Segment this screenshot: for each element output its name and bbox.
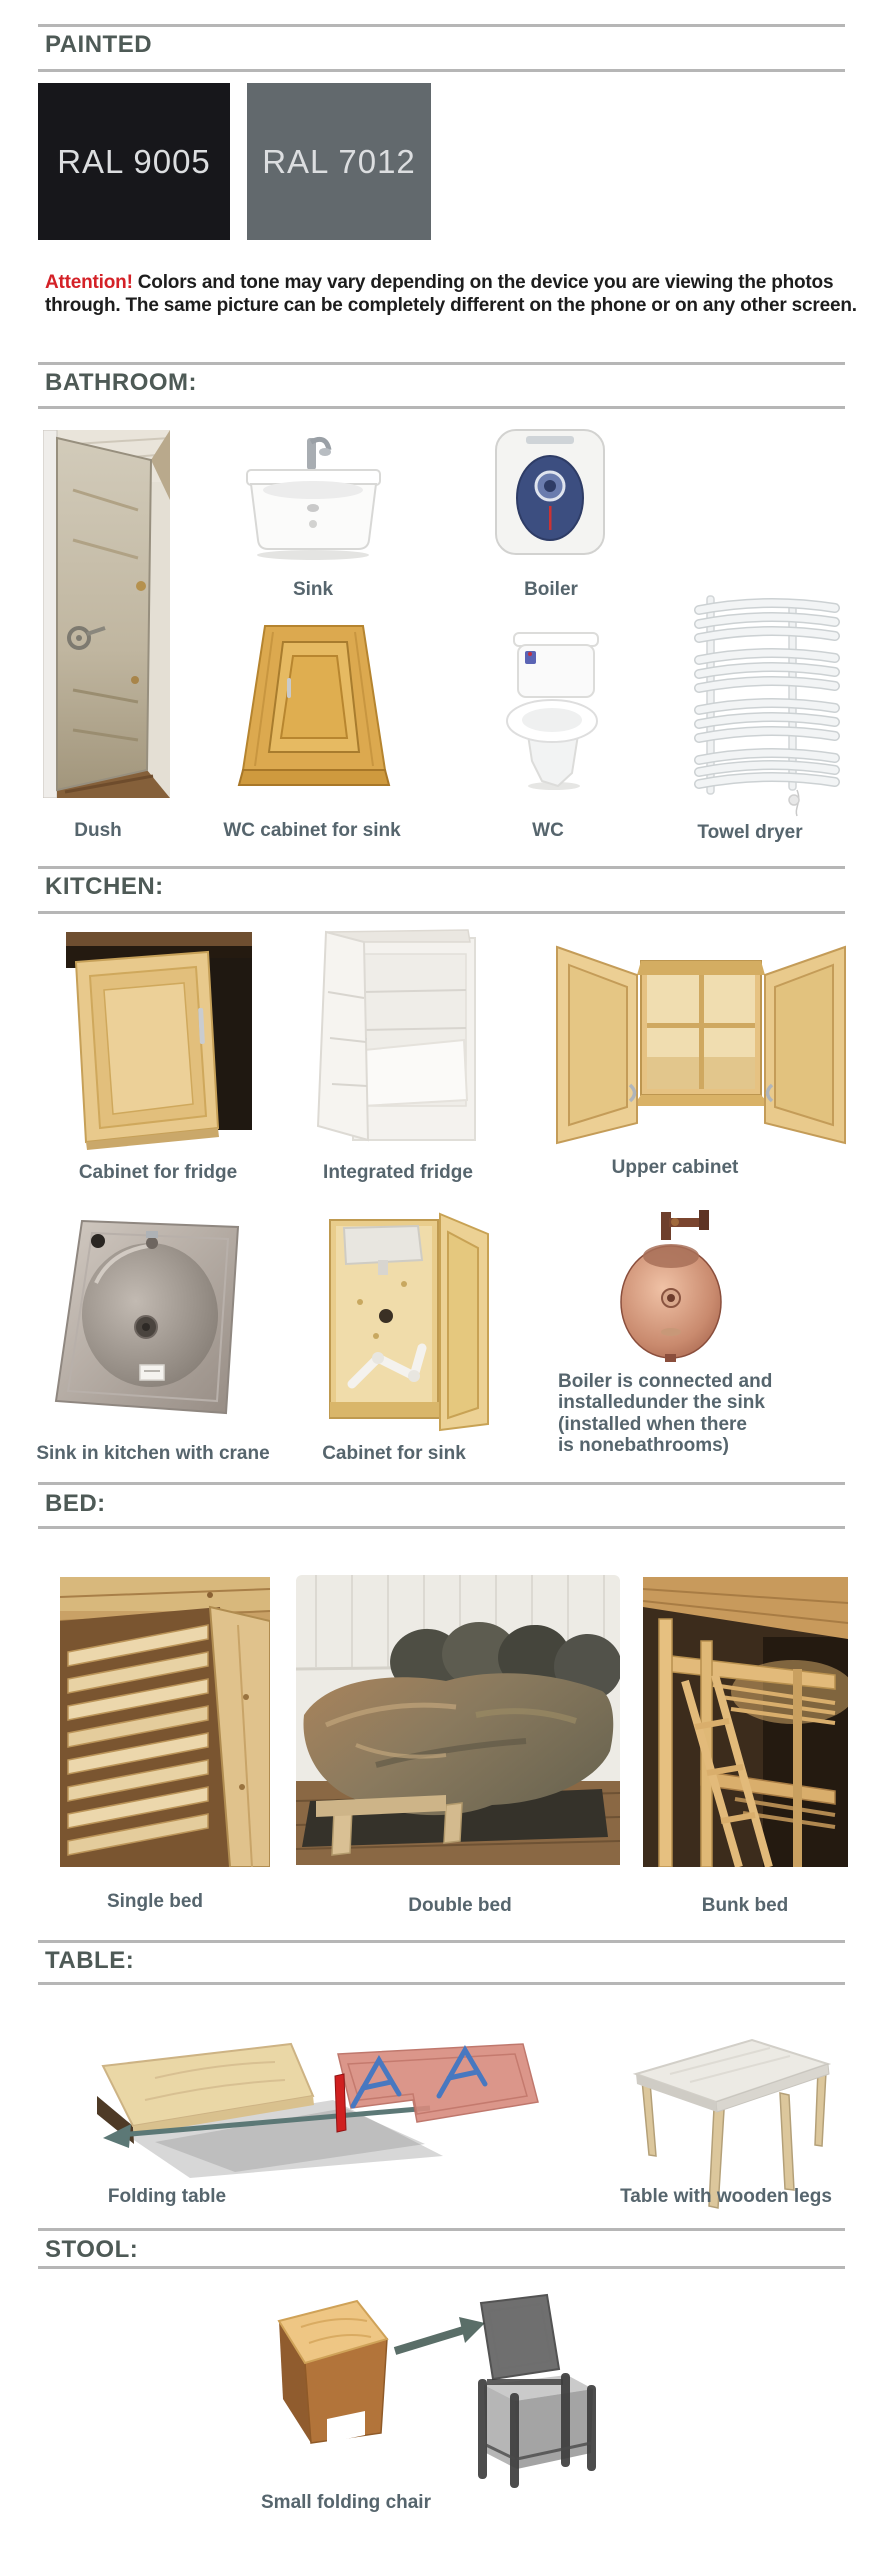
integrated-fridge-image (298, 928, 480, 1152)
item-label-wc-cabinet: WC cabinet for sink (223, 820, 401, 841)
divider (38, 911, 845, 914)
item-label-dush: Dush (74, 820, 122, 841)
divider (38, 866, 845, 869)
attention-body: Colors and tone may vary depending on the device you are viewing the photos through. The same picture can be completely different on the phone or on any other screen. (45, 272, 857, 316)
item-label-sink-cabinet: Cabinet for sink (322, 1443, 466, 1464)
kitchen-sink-image (50, 1213, 255, 1421)
attention-note (45, 272, 857, 317)
arrow-right-icon (395, 2317, 485, 2351)
boiler-note-line: (installed when there (558, 1413, 747, 1435)
item-label-sink: Sink (292, 579, 334, 600)
item-label-towel-dryer: Towel dryer (697, 822, 803, 843)
item-label-single-bed: Single bed (106, 1891, 204, 1912)
attention-prefix: Attention! (45, 272, 133, 293)
bunk-bed-image (643, 1577, 848, 1867)
boiler-note-line: installedunder the sink (558, 1392, 765, 1414)
item-label-folding-table: Folding table (107, 2186, 227, 2207)
item-label-bunk-bed: Bunk bed (701, 1895, 789, 1916)
shower-image (43, 430, 170, 798)
fridge-cabinet-image (60, 932, 255, 1150)
color-swatch-ral-9005 (38, 83, 230, 240)
copper-boiler-image (595, 1210, 745, 1362)
divider (38, 1940, 845, 1943)
towel-dryer-image (685, 578, 850, 818)
divider (38, 406, 845, 409)
divider (38, 2228, 845, 2231)
divider (38, 1982, 845, 1985)
swatch-label: RAL 9005 (57, 142, 211, 180)
section-title-bed: BED: (45, 1490, 106, 1517)
item-label-folding-chair: Small folding chair (261, 2492, 431, 2513)
single-bed-image (60, 1577, 270, 1867)
divider (38, 1526, 845, 1529)
item-label-boiler: Boiler (524, 579, 578, 600)
boiler-note (558, 1371, 772, 1457)
item-label-integrated-fridge: Integrated fridge (323, 1162, 473, 1183)
wc-cabinet-image (235, 620, 393, 792)
section-title-bathroom: BATHROOM: (45, 369, 198, 396)
sink-image (237, 428, 390, 561)
divider (38, 2266, 845, 2269)
item-label-kitchen-sink: Sink in kitchen with crane (36, 1443, 270, 1464)
divider (38, 1482, 845, 1485)
item-label-wc: WC (532, 820, 564, 841)
sink-cabinet-image (316, 1206, 506, 1432)
boiler-image (478, 426, 622, 560)
double-bed-image (296, 1575, 620, 1865)
divider (38, 24, 845, 27)
divider (38, 362, 845, 365)
wc-image (480, 623, 618, 791)
item-label-double-bed: Double bed (408, 1895, 512, 1916)
folding-stool-image (265, 2293, 605, 2488)
upper-cabinet-image (545, 945, 857, 1145)
section-title-kitchen: KITCHEN: (45, 873, 164, 900)
boiler-note-line: Boiler is connected and (558, 1371, 773, 1392)
item-label-fridge-cabinet: Cabinet for fridge (78, 1162, 238, 1183)
color-swatch-ral-7012 (247, 83, 431, 240)
item-label-wooden-table: Table with wooden legs (620, 2186, 832, 2207)
folding-table-image (95, 2038, 540, 2178)
boiler-note-line: is nonebathrooms) (558, 1435, 730, 1457)
divider (38, 69, 845, 72)
swatch-label: RAL 7012 (262, 142, 416, 180)
section-title-stool: STOOL: (45, 2236, 139, 2263)
item-label-upper-cabinet: Upper cabinet (611, 1157, 739, 1178)
section-title-table: TABLE: (45, 1947, 135, 1974)
section-title-painted: PAINTED (45, 31, 153, 58)
